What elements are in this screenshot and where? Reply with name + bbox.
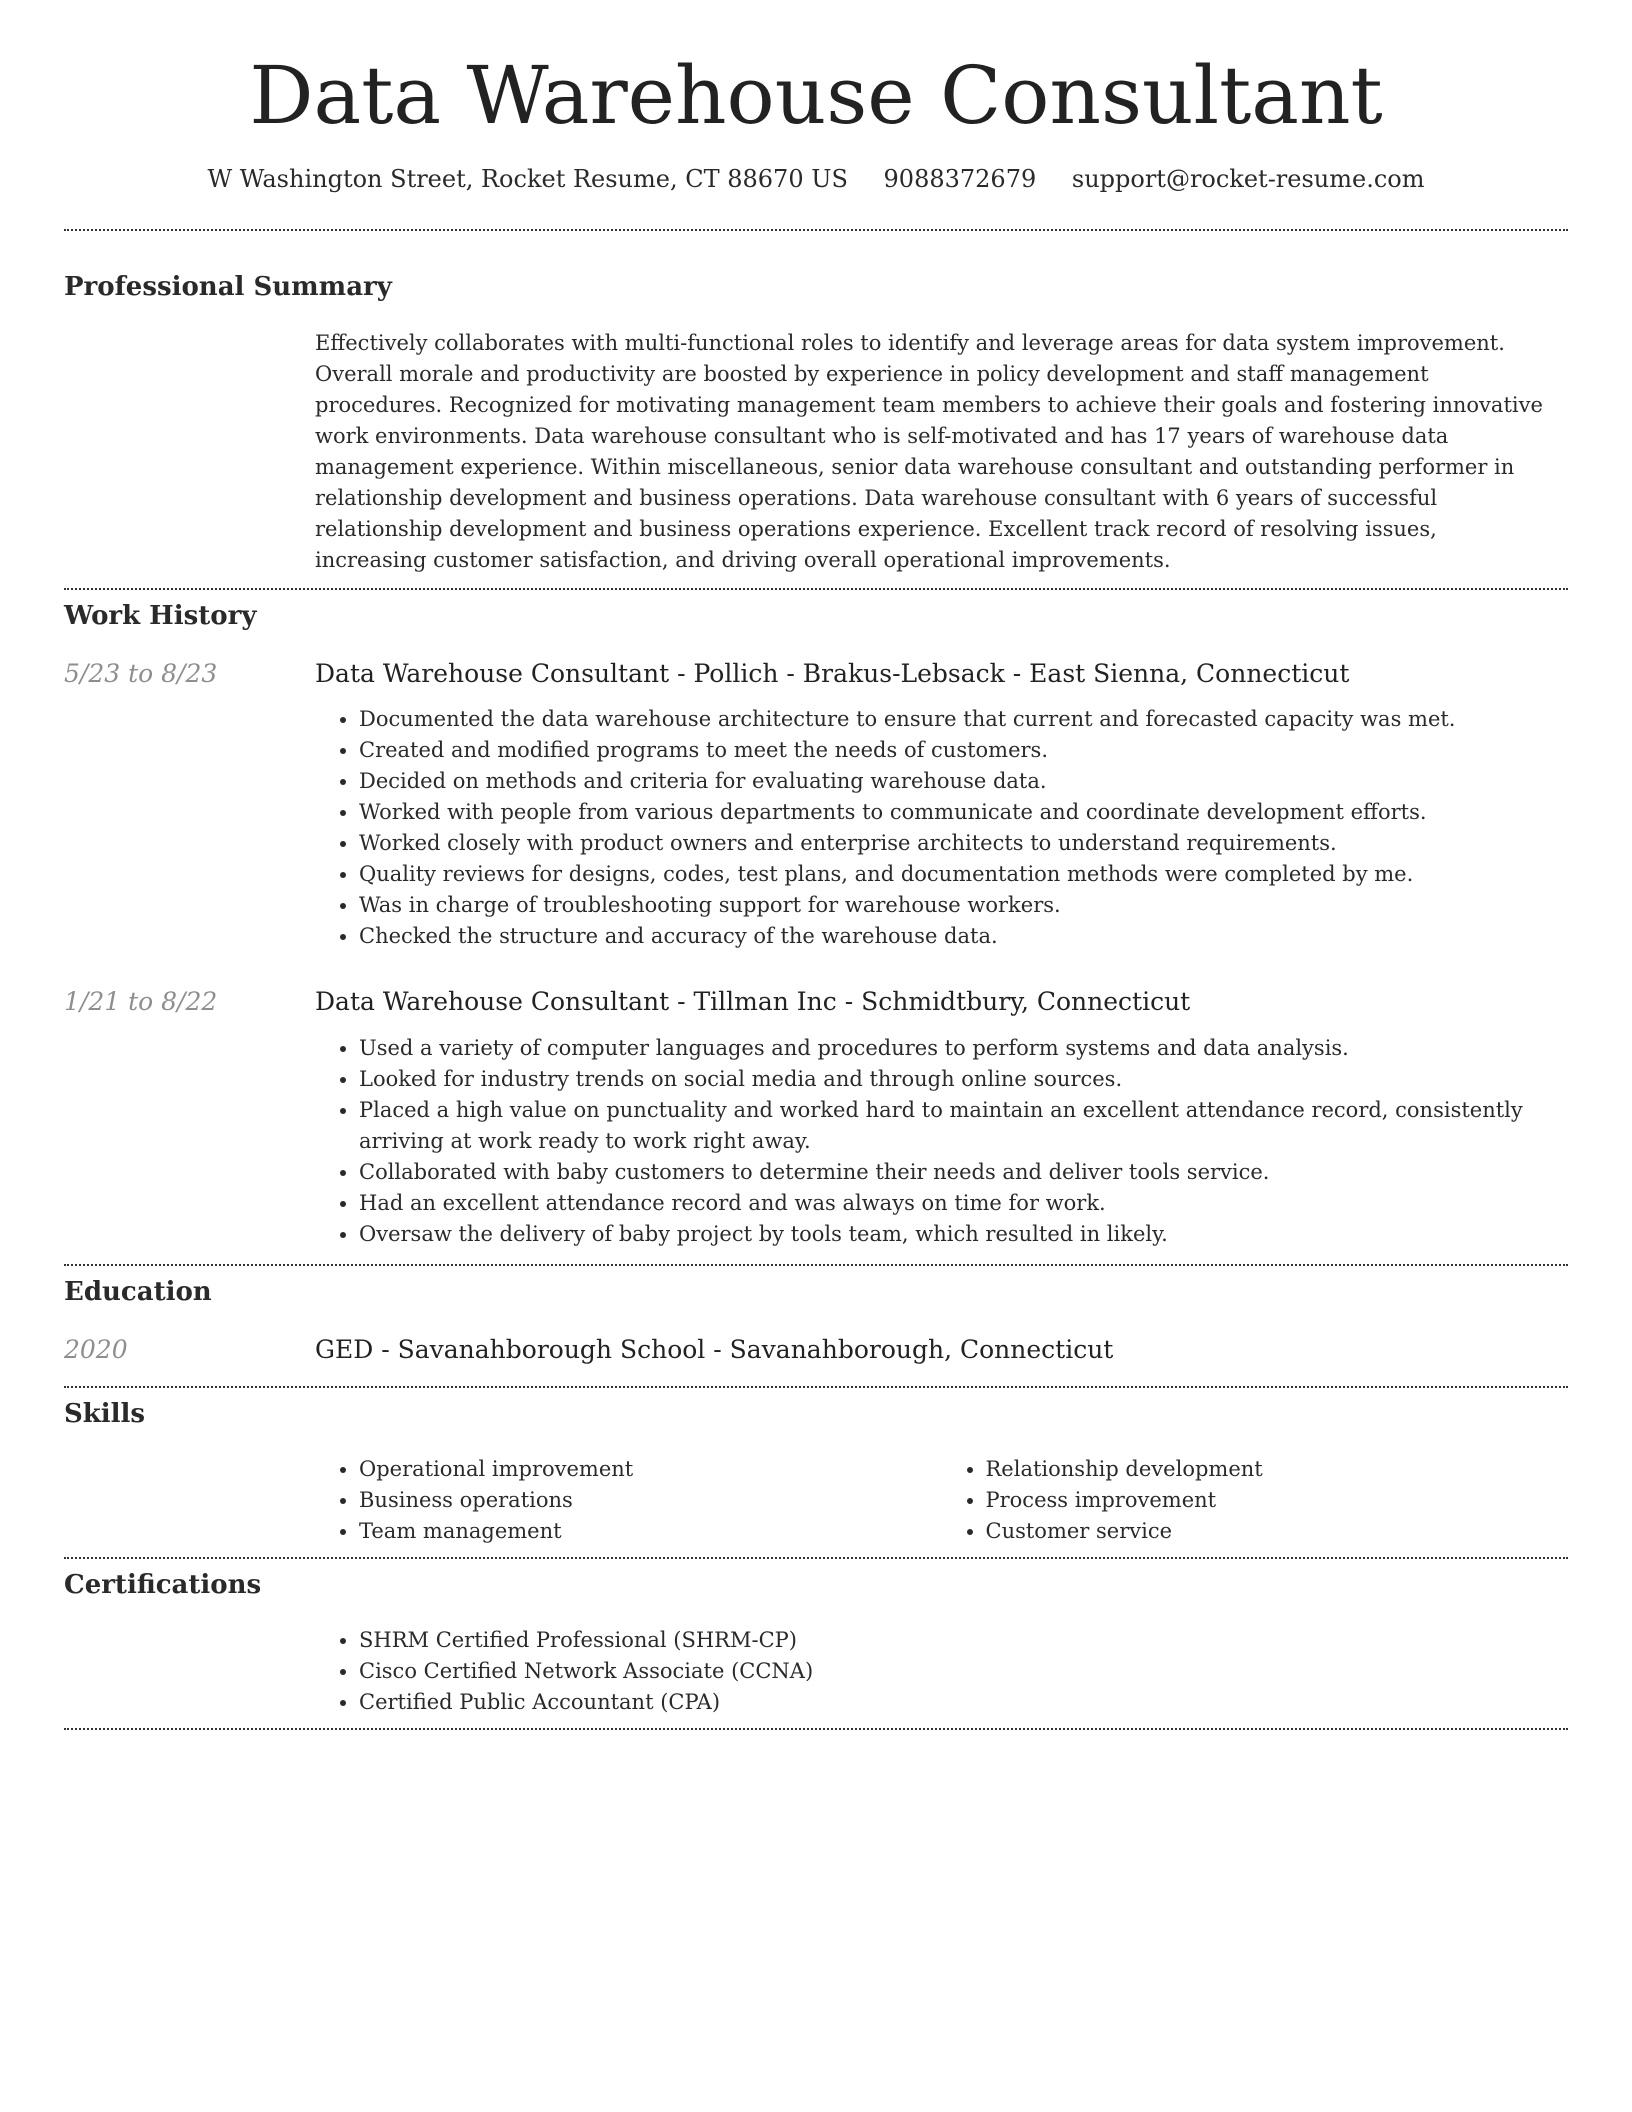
divider <box>64 1728 1568 1730</box>
resume-name: Data Warehouse Consultant <box>249 49 1383 142</box>
job-bullet: • Used a variety of computer languages and procedures to perform systems and data analysis. <box>359 1033 1568 1064</box>
skill-item: • Team management <box>359 1516 942 1547</box>
contact-line <box>64 164 1568 195</box>
job-bullet: • Oversaw the delivery of baby project by tools team, which resulted in likely. <box>359 1219 1568 1250</box>
job-entry <box>64 658 1568 953</box>
summary-row <box>64 328 1568 576</box>
skills-list-right <box>942 1454 1569 1547</box>
job-bullet: • Checked the structure and accuracy of the warehouse data. <box>359 921 1568 952</box>
skills-title: Skills <box>64 1399 146 1430</box>
job-bullet: • Decided on methods and criteria for evaluating warehouse data. <box>359 766 1568 797</box>
divider <box>64 229 1568 231</box>
job-dates: 5/23 to 8/23 <box>64 658 218 688</box>
job-bullets <box>315 1033 1568 1250</box>
work-history-title: Work History <box>64 600 257 631</box>
divider <box>64 1386 1568 1388</box>
job-bullet: • Worked with people from various departments to communicate and coordinate development efforts. <box>359 797 1568 828</box>
education-heading: GED - Savanahborough School - Savanahborough, Connecticut <box>315 1334 1114 1364</box>
job-bullet: • Created and modified programs to meet the needs of customers. <box>359 735 1568 766</box>
divider <box>64 1264 1568 1266</box>
skill-item: • Process improvement <box>986 1485 1569 1516</box>
contact-address: W Washington Street, Rocket Resume, CT 88670 US <box>207 165 848 193</box>
job-details <box>315 658 1568 953</box>
job-bullets <box>315 704 1568 952</box>
job-dates: 1/21 to 8/22 <box>64 987 218 1017</box>
education-year: 2020 <box>64 1334 128 1364</box>
job-bullet: • Was in charge of troubleshooting support for warehouse workers. <box>359 890 1568 921</box>
job-bullet: • Looked for industry trends on social media and through online sources. <box>359 1064 1568 1095</box>
skills-columns <box>315 1454 1568 1547</box>
work-history-section <box>64 600 1568 1250</box>
certifications-title: Certifications <box>64 1569 262 1600</box>
certifications-section <box>64 1569 1568 1718</box>
job-bullet: • Collaborated with baby customers to determine their needs and deliver tools service. <box>359 1157 1568 1188</box>
contact-email: support@rocket-resume.com <box>1071 165 1425 193</box>
skill-item: • Operational improvement <box>359 1454 942 1485</box>
job-heading: Data Warehouse Consultant - Pollich - Brakus-Lebsack - East Sienna, Connecticut <box>315 658 1350 688</box>
skill-item: • Customer service <box>986 1516 1569 1547</box>
skill-item: • Relationship development <box>986 1454 1569 1485</box>
certifications-row <box>64 1625 1568 1718</box>
education-title: Education <box>64 1276 212 1307</box>
certifications-body <box>315 1625 1568 1718</box>
education-section <box>64 1276 1568 1366</box>
education-details <box>315 1334 1568 1367</box>
certifications-list <box>315 1625 1568 1718</box>
skills-list-left <box>315 1454 942 1547</box>
job-bullet: • Placed a high value on punctuality and worked hard to maintain an excellent attendance record, consistently arriving at work ready to work right away. <box>359 1095 1568 1157</box>
certification-item: • SHRM Certified Professional (SHRM-CP) <box>359 1625 1568 1656</box>
skills-row <box>64 1454 1568 1547</box>
divider <box>64 1557 1568 1559</box>
job-entry <box>64 986 1568 1250</box>
divider <box>64 588 1568 590</box>
summary-title: Professional Summary <box>64 272 392 303</box>
contact-phone: 9088372679 <box>883 165 1037 193</box>
job-bullet: • Documented the data warehouse architecture to ensure that current and forecasted capacity was met. <box>359 704 1568 735</box>
job-details <box>315 986 1568 1250</box>
job-bullet: • Quality reviews for designs, codes, test plans, and documentation methods were completed by me. <box>359 859 1568 890</box>
summary-body <box>315 328 1568 576</box>
summary-section <box>64 271 1568 576</box>
job-bullet: • Worked closely with product owners and enterprise architects to understand requirements. <box>359 828 1568 859</box>
certification-item: • Cisco Certified Network Associate (CCNA) <box>359 1656 1568 1687</box>
summary-text: Effectively collaborates with multi-functional roles to identify and leverage areas for data system improvement. Overall morale and productivity are boosted by experience in policy development and staff management procedures. Recognized for motivating management team members to achieve their goals and fostering innovative work environments. Data warehouse consultant who is self-motivated and has 17 years of warehouse data management experience. Within miscellaneous, senior data warehouse consultant and outstanding performer in relationship development and business operations. Data warehouse consultant with 6 years of successful relationship development and business operations experience. Excellent track record of resolving issues, increasing customer satisfaction, and driving overall operational improvements. <box>315 330 1543 572</box>
job-bullet: • Had an excellent attendance record and was always on time for work. <box>359 1188 1568 1219</box>
education-entry <box>64 1334 1568 1367</box>
job-heading: Data Warehouse Consultant - Tillman Inc - Schmidtbury, Connecticut <box>315 987 1191 1017</box>
skills-section <box>64 1398 1568 1547</box>
skill-item: • Business operations <box>359 1485 942 1516</box>
certification-item: • Certified Public Accountant (CPA) <box>359 1687 1568 1718</box>
